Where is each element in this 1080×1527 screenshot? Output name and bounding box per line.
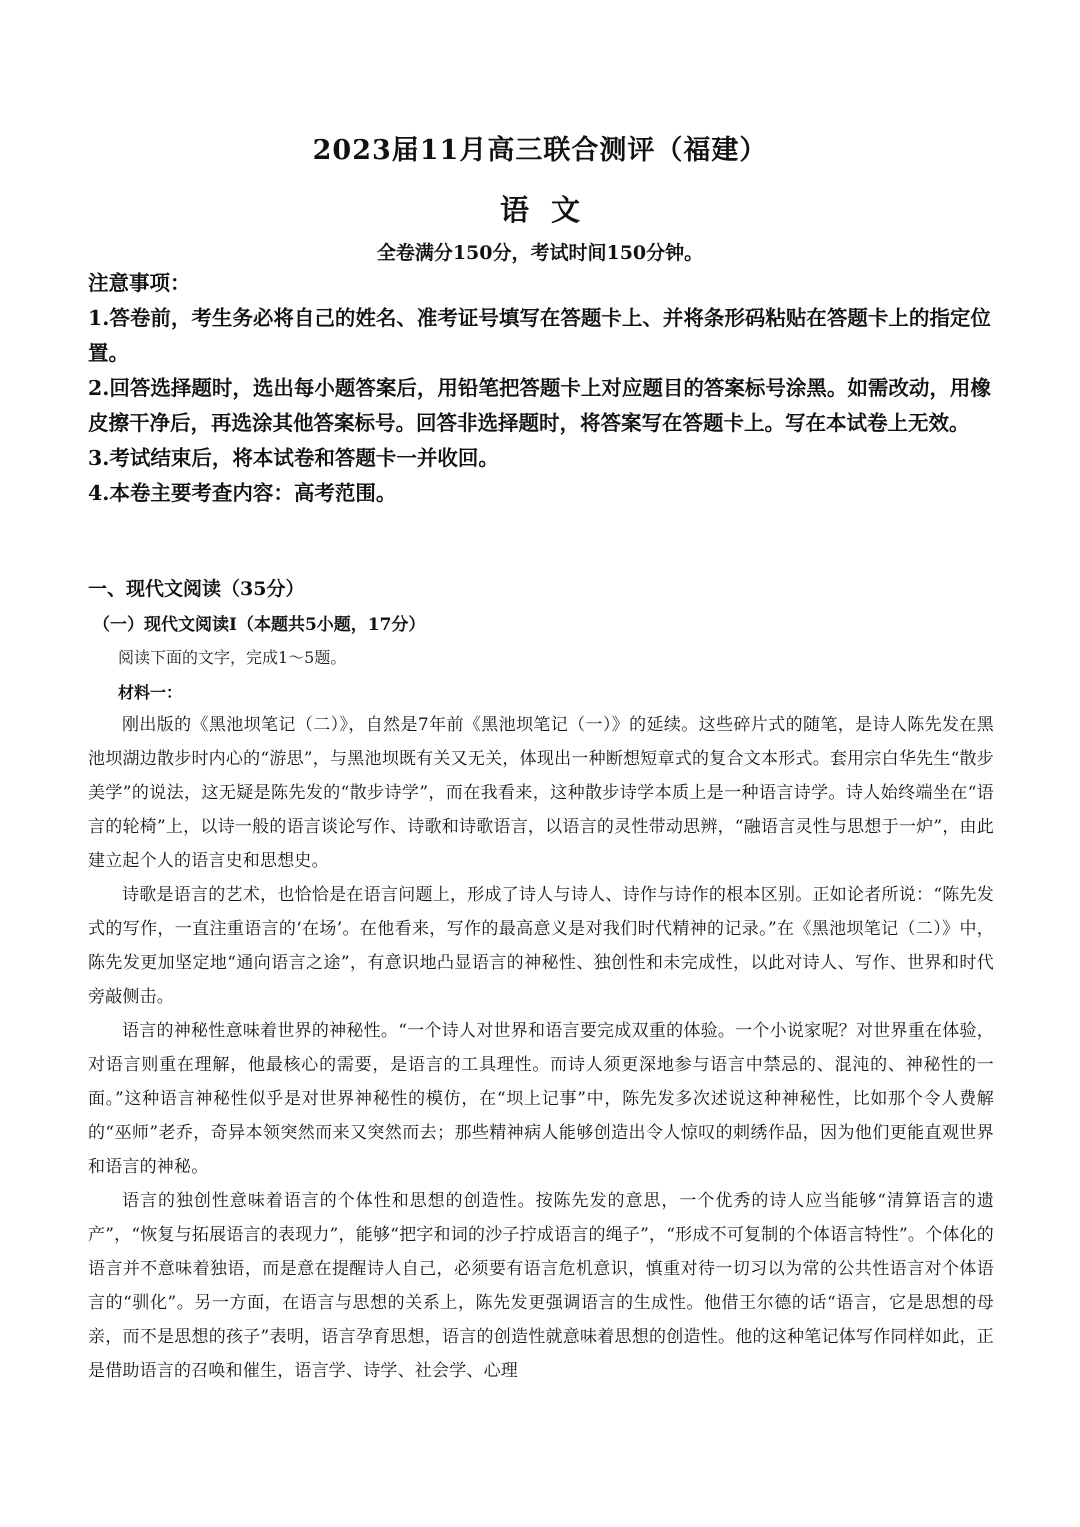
section-heading: 一、现代文阅读（35分） [88,578,305,600]
notice-heading: 注意事项： [88,271,191,295]
passage-paragraph: 诗歌是语言的艺术，也恰恰是在语言问题上，形成了诗人与诗人、诗作与诗作的根本区别。正如论者所说：“陈先发式的写作，一直注重语言的‘在场’。在他看来，写作的最高意义是对我们时代精神的记录。”在《黑池坝笔记（二）》中，陈先发更加坚定地“通向语言之途”，有意识地凸显语言的神秘性、独创性和未完成性，以此对诗人、写作、世界和时代旁敲侧击。 [88,885,994,1007]
passage-paragraph: 语言的独创性意味着语言的个体性和思想的创造性。按陈先发的意思，一个优秀的诗人应当能够“清算语言的遗产”，“恢复与拓展语言的表现力”，能够“把字和词的沙子拧成语言的绳子”，“形成不可复制的个体语言特性”。个体化的语言并不意味着独语，而是意在提醒诗人自己，必须要有语言危机意识，慎重对待一切习以为常的公共性语言对个体语言的“驯化”。另一方面，在语言与思想的关系上，陈先发更强调语言的生成性。他借王尔德的话“语言，它是思想的母亲，而不是思想的孩子”表明，语言孕育思想，语言的创造性就意味着思想的创造性。他的这种笔记体写作同样如此，正是借助语言的召唤和催生，语言学、诗学、社会学、心理 [88,1191,994,1381]
reading-passage [88,708,994,1388]
subsection-heading: （一）现代文阅读Ⅰ（本题共5小题，17分） [93,615,426,635]
reading-instruction: 阅读下面的文字，完成1～5题。 [118,648,347,667]
exam-meta: 全卷满分150分，考试时间150分钟。 [376,242,704,264]
notice-item: 2.回答选择题时，选出每小题答案后，用铅笔把答题卡上对应题目的答案标号涂黑。如需改动，用橡皮擦干净后，再选涂其他答案标号。回答非选择题时，将答案写在答题卡上。写在本试卷上无效。 [88,376,991,435]
material-label: 材料一： [118,683,183,702]
notice-item: 1.答卷前，考生务必将自己的姓名、准考证号填写在答题卡上、并将条形码粘贴在答题卡上的指定位置。 [88,306,991,365]
subject-title: 语文 [499,193,602,227]
notice-item: 3.考试结束后，将本试卷和答题卡一并收回。 [88,446,499,470]
exam-title: 2023届11月高三联合测评（福建） [312,135,768,166]
notice-block [88,266,1000,511]
notice-item: 4.本卷主要考查内容：高考范围。 [88,481,397,505]
passage-paragraph: 语言的神秘性意味着世界的神秘性。“一个诗人对世界和语言要完成双重的体验。一个小说家呢？对世界重在体验，对语言则重在理解，他最核心的需要，是语言的工具理性。而诗人须更深地参与语言中禁忌的、混沌的、神秘性的一面。”这种语言神秘性似乎是对世界神秘性的模仿，在“坝上记事”中，陈先发多次述说这种神秘性，比如那个令人费解的“巫师”老乔，奇异本领突然而来又突然而去；那些精神病人能够创造出令人惊叹的刺绣作品，因为他们更能直观世界和语言的神秘。 [88,1021,994,1177]
passage-paragraph: 刚出版的《黑池坝笔记（二）》，自然是7年前《黑池坝笔记（一）》的延续。这些碎片式的随笔，是诗人陈先发在黑池坝湖边散步时内心的“游思”，与黑池坝既有关又无关，体现出一种断想短章式的复合文本形式。套用宗白华先生“散步美学”的说法，这无疑是陈先发的“散步诗学”，而在我看来，这种散步诗学本质上是一种语言诗学。诗人始终端坐在“语言的轮椅”上，以诗一般的语言谈论写作、诗歌和诗歌语言，以语言的灵性带动思辨，“融语言灵性与思想于一炉”，由此建立起个人的语言史和思想史。 [88,715,994,871]
